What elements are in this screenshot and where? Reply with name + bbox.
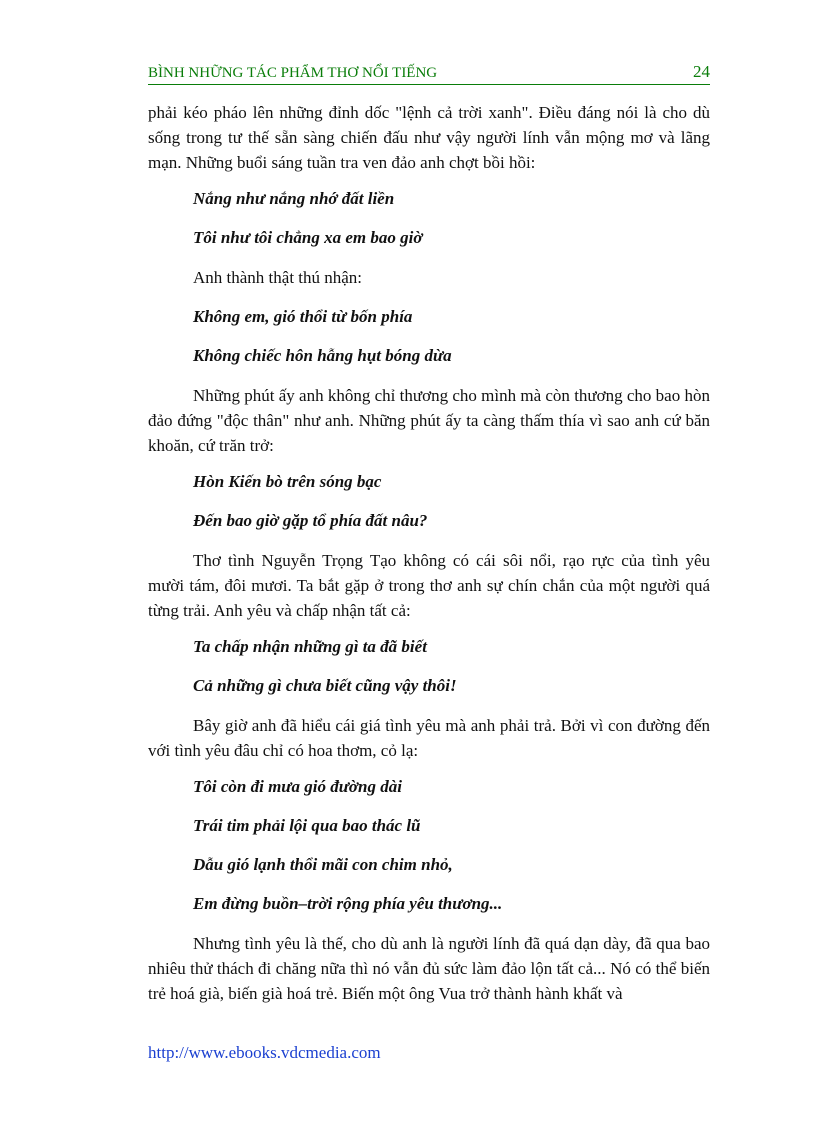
page-number: 24 — [693, 62, 710, 81]
verse-line: Ta chấp nhận những gì ta đã biết — [193, 637, 427, 656]
page-body — [148, 100, 710, 1018]
verse-line: Dẫu gió lạnh thổi mãi con chim nhỏ, — [193, 855, 453, 874]
running-header — [148, 60, 710, 85]
footer-link[interactable]: http://www.ebooks.vdcmedia.com — [148, 1043, 381, 1062]
verse-line: Nắng như nắng nhớ đất liền — [193, 189, 395, 208]
verse-line: Không chiếc hôn hẫng hụt bóng dừa — [193, 346, 452, 365]
verse-line: Đến bao giờ gặp tổ phía đất nâu? — [193, 511, 428, 530]
paragraph: Thơ tình Nguyễn Trọng Tạo không có cái sôi nổi, rạo rực của tình yêu mười tám, đôi mươi. Ta bắt gặp ở trong thơ anh sự chín chắn của một người quá từng trải. Anh yêu và chấp nhận tất cả: — [148, 551, 710, 620]
book-title: BÌNH NHỮNG TÁC PHẨM THƠ NỔI TIẾNG — [148, 65, 438, 81]
paragraph: phải kéo pháo lên những đỉnh dốc "lệnh cả trời xanh". Điều đáng nói là cho dù sống trong tư thế sẵn sàng chiến đấu như vậy người lính vẫn mộng mơ và lãng mạn. Những buổi sáng tuần tra ven đảo anh chợt bồi hồi: — [148, 103, 710, 172]
paragraph: Nhưng tình yêu là thế, cho dù anh là người lính đã quá dạn dày, đã qua bao nhiêu thử thách đi chăng nữa thì nó vẫn đủ sức làm đảo lộn tất cả... Nó có thể biến trẻ hoá già, biến già hoá trẻ. Biến một ông Vua trở thành hành khất và — [148, 934, 710, 1003]
paragraph: Những phút ấy anh không chỉ thương cho mình mà còn thương cho bao hòn đảo đứng "độc thân" như anh. Những phút ấy ta càng thấm thía vì sao anh cứ băn khoăn, cứ trăn trở: — [148, 386, 710, 455]
narrative-line: Anh thành thật thú nhận: — [193, 268, 363, 287]
verse-line: Cả những gì chưa biết cũng vậy thôi! — [193, 676, 457, 695]
verse-line: Tôi như tôi chẳng xa em bao giờ — [193, 228, 423, 247]
verse-line: Không em, gió thổi từ bốn phía — [193, 307, 413, 326]
paragraph: Bây giờ anh đã hiểu cái giá tình yêu mà anh phải trả. Bởi vì con đường đến với tình yêu đâu chỉ có hoa thơm, cỏ lạ: — [148, 716, 710, 760]
verse-line: Tôi còn đi mưa gió đường dài — [193, 777, 402, 796]
verse-line: Em đừng buồn–trời rộng phía yêu thương... — [193, 894, 503, 913]
verse-line: Hòn Kiến bò trên sóng bạc — [193, 472, 382, 491]
verse-line: Trái tim phải lội qua bao thác lũ — [193, 816, 421, 835]
